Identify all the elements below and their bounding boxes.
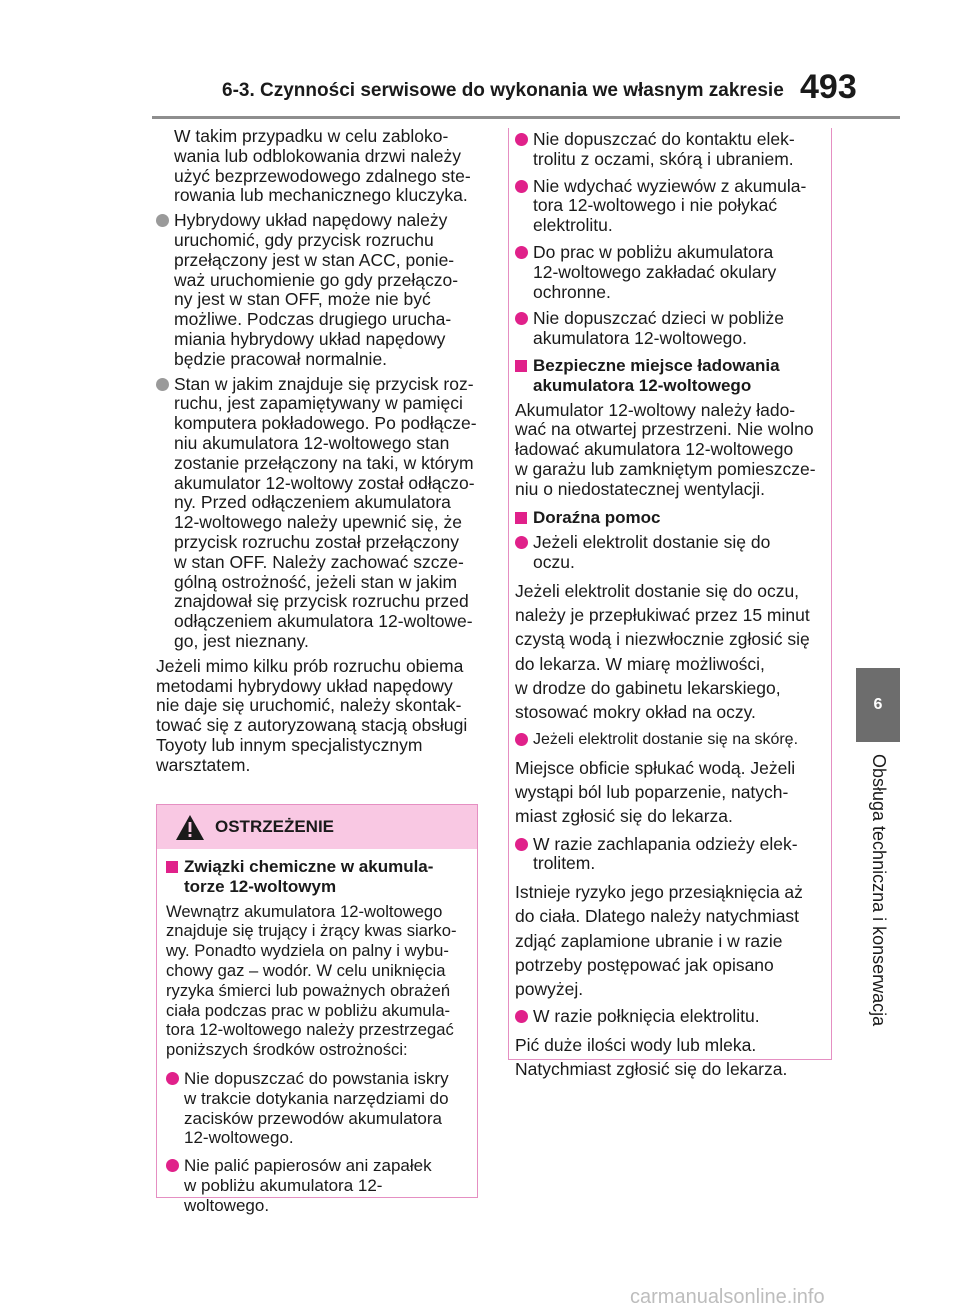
- section-square-icon: [166, 861, 178, 873]
- warning-bullet-smoking: Nie palić papierosów ani zapałek w pobliżu akumulatora 12-woltowego.: [166, 1156, 467, 1215]
- warning-header: [157, 805, 477, 849]
- warning-body: [157, 849, 477, 1216]
- bullet-dot-icon: [515, 838, 528, 851]
- bullet-dot-icon: [515, 312, 528, 325]
- bullet-hybrid-start: Hybrydowy układ napędowy należy uruchomić, gdy przycisk rozruchu przełączony jest w stan ACC, ponie- waż uruchomienie go gdy przełączo- ny jest w stan OFF, może nie być możliwe. Podczas drugiego urucha- miania hybrydowy układ napędowy będzie pracował normalnie.: [156, 211, 482, 369]
- bullet-fumes: Nie wdychać wyziewów z akumula- tora 12-woltowego i nie połykać elektrolitu.: [515, 177, 825, 236]
- chapter-number: 6: [873, 696, 883, 713]
- bullet-goggles: Do prac w pobliżu akumulatora 12-woltowego zakładać okulary ochronne.: [515, 243, 825, 302]
- bullet-swallowing: W razie połknięcia elektrolitu.: [515, 1007, 825, 1027]
- bullet-dot-icon: [515, 246, 528, 259]
- section-heading-charging: Bezpieczne miejsce ładowania akumulatora 12-woltowego: [515, 356, 825, 396]
- skin-paragraph: Miejsce obficie spłukać wodą. Jeżeli wystąpi ból lub poparzenie, natych- miast zgłosić się do lekarza.: [515, 757, 796, 827]
- page-number: 493: [800, 68, 857, 106]
- bullet-dot-icon: [515, 536, 528, 549]
- bullet-dot-icon: [166, 1159, 179, 1172]
- warning-title: OSTRZEŻENIE: [215, 817, 335, 836]
- bullet-eye-contact: Nie dopuszczać do kontaktu elek- trolitu z oczami, skórą i ubraniem.: [515, 130, 825, 170]
- bullet-children: Nie dopuszczać dzieci w pobliże akumulatora 12-woltowego.: [515, 309, 825, 349]
- bullet-switch-state: Stan w jakim znajduje się przycisk roz- ruchu, jest zapamiętywany w pamięci komputera pokładowego. Po podłącze- niu akumulatora 12-woltowego stan zostanie przełączony na taki, w którym akumulator 12-woltowy został odłączo- ny. Przed odłączeniem akumulatora 12-woltowego należy upewnić się, że przycisk rozruchu został przełączony w stan OFF. Należy zachować szcze- gólną ostrożność, jeżeli stan w jakim znajdował się przycisk rozruchu przed odłączeniem akumulatora 12-woltowe- go, jest nieznany.: [156, 375, 482, 652]
- bullet-dot-icon: [166, 1072, 179, 1085]
- contact-paragraph: Jeżeli mimo kilku prób rozruchu obiema metodami hybrydowy układ napędowy nie daje się uruchomić, należy skontak- tować się z autoryzowaną stacją obsługi Toyoty lub innym specjalistycznym warsztatem.: [156, 655, 468, 775]
- left-column: [156, 127, 482, 776]
- bullet-dot-icon: [156, 214, 169, 227]
- warning-triangle-icon: [175, 814, 205, 841]
- bullet-dot-icon: [515, 1010, 528, 1023]
- bullet-dot-icon: [515, 180, 528, 193]
- intro-text: W takim przypadku w celu zabloko- wania lub odblokowania drzwi należy użyć bezprzewodowego zdalnego ste- rowania lub mechanicznego kluczyka.: [174, 126, 471, 206]
- header-rule: [152, 116, 900, 119]
- section-square-icon: [515, 360, 527, 372]
- swallowing-paragraph: Pić duże ilości wody lub mleka. Natychmiast zgłosić się do lekarza.: [515, 1034, 788, 1080]
- bullet-dot-icon: [515, 133, 528, 146]
- charging-paragraph: Akumulator 12-woltowy należy łado- wać na otwartej przestrzeni. Nie wolno ładować akumulatora 12-woltowego w garażu lub zamkniętym pomieszcze- niu o niedostatecznej wentylacji.: [515, 399, 816, 499]
- warning-box-continued: [508, 128, 832, 1080]
- page-header-title: 6-3. Czynności serwisowe do wykonania we własnym zakresie: [222, 80, 784, 101]
- eyes-paragraph: Jeżeli elektrolit dostanie się do oczu, należy je przepłukiwać przez 15 minut czystą wodą i niezwłocznie zgłosić się do lekarza. W miarę możliwości, w drodze do gabinetu lekarskiego, stosować mokry okład na oczy.: [515, 580, 810, 722]
- warning-text: Wewnątrz akumulatora 12-woltowego znajduje się trujący i żrący kwas siarko- wy. Ponadto wydziela on palny i wybu- chowy gaz – wodór. W celu uniknięcia ryzyka śmierci lub poważnych obrażeń ciała podczas prac w pobliżu akumula- tora 12-woltowego należy przestrzegać poniższych środków ostrożności:: [166, 901, 457, 1060]
- warning-bullet-spark: Nie dopuszczać do powstania iskry w trakcie dotykania narzędziami do zacisków przewodów akumulatora 12-woltowego.: [166, 1069, 467, 1148]
- warning-section-heading: Związki chemiczne w akumula- torze 12-woltowym: [166, 857, 467, 897]
- chapter-label: Obsługa techniczna i konserwacja: [869, 754, 889, 1027]
- bullet-skin-electrolyte: Jeżeli elektrolit dostanie się na skórę.: [515, 730, 825, 750]
- section-square-icon: [515, 512, 527, 524]
- section-heading-first-aid: Doraźna pomoc: [515, 508, 825, 528]
- warning-box: [156, 804, 478, 1215]
- clothing-paragraph: Istnieje ryzyko jego przesiąknięcia aż do ciała. Dlatego należy natychmiast zdjąć zaplamione ubranie i w razie potrzeby postępować jak opisano powyżej.: [515, 882, 803, 999]
- chapter-tab[interactable]: [856, 668, 900, 742]
- watermark-text: carmanualsonline.info: [630, 1286, 825, 1308]
- bullet-dot-icon: [515, 733, 528, 746]
- bullet-clothing: W razie zachlapania odzieży elek- trolitem.: [515, 835, 825, 875]
- bullet-eyes-electrolyte: Jeżeli elektrolit dostanie się do oczu.: [515, 533, 825, 573]
- bullet-dot-icon: [156, 378, 169, 391]
